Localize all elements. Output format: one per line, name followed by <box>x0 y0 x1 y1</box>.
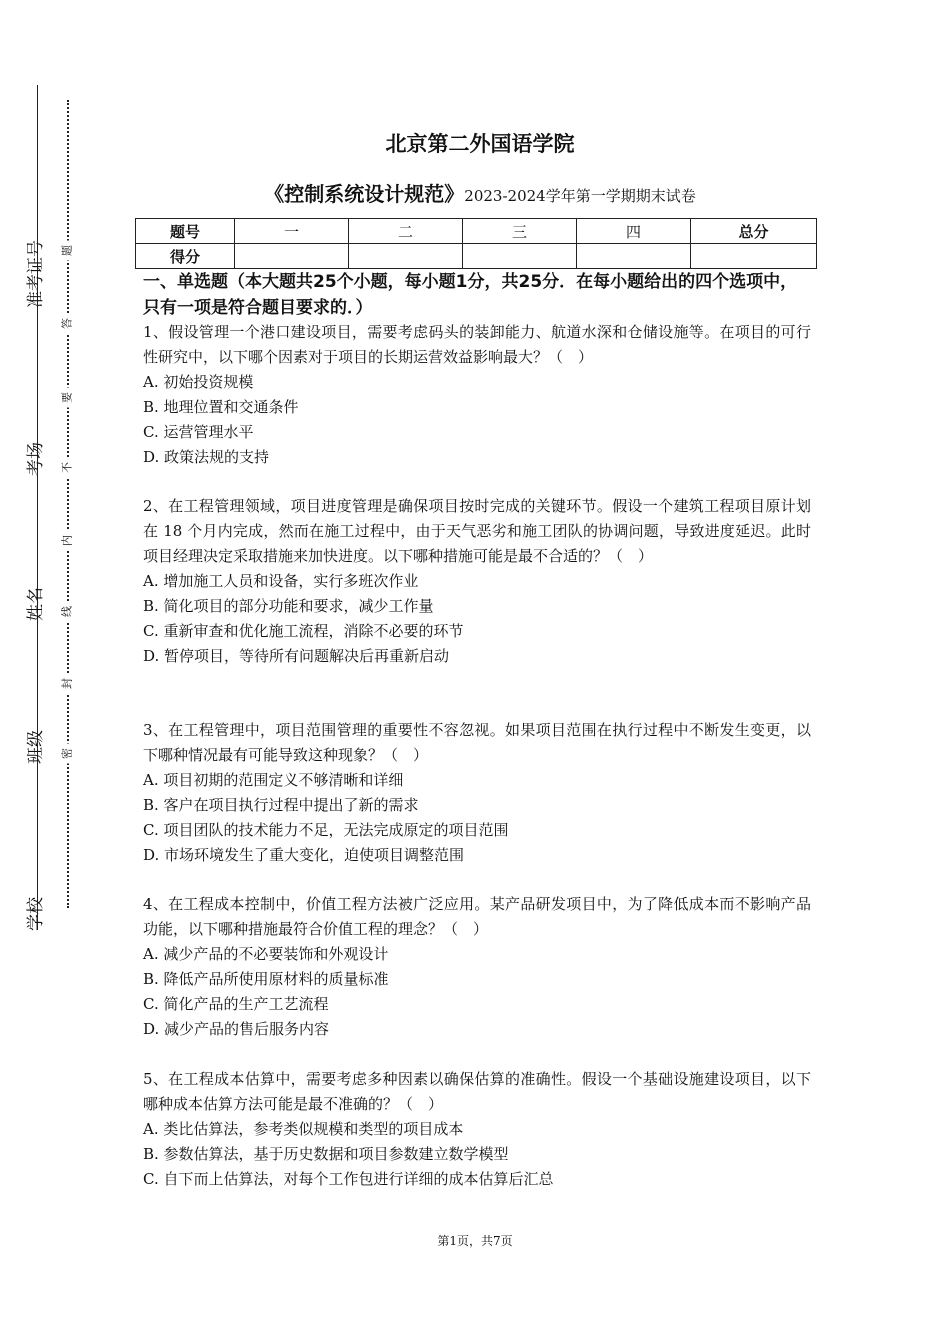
score-cell <box>691 244 817 269</box>
question-2 <box>143 494 811 669</box>
score-cell <box>577 244 691 269</box>
school-name: 北京第二外国语学院 <box>385 132 575 156</box>
score-cell <box>349 244 463 269</box>
option-b: B. 客户在项目执行过程中提出了新的需求 <box>143 796 419 814</box>
option-a: A. 项目初期的范围定义不够清晰和详细 <box>143 771 404 789</box>
margin-label-school: 学校 <box>26 897 46 931</box>
option-d: D. 政策法规的支持 <box>143 448 270 466</box>
score-table <box>135 218 817 269</box>
question-4 <box>143 892 811 1042</box>
option-a: A. 初始投资规模 <box>143 373 254 391</box>
seal-char: 答 <box>62 314 73 334</box>
question-3 <box>143 718 811 868</box>
score-header-cell: 四 <box>577 219 691 244</box>
option-a: A. 增加施工人员和设备，实行多班次作业 <box>143 572 419 590</box>
margin-label-class: 班级 <box>26 730 46 764</box>
question-stem: 1、假设管理一个港口建设项目，需要考虑码头的装卸能力、航道水深和仓储设施等。在项目的可行性研究中，以下哪个因素对于项目的长期运营效益影响最大？（ ） <box>143 323 811 366</box>
binding-solid-line <box>37 85 38 930</box>
option-c: C. 运营管理水平 <box>143 423 254 441</box>
binding-margin <box>0 0 80 1344</box>
score-header-cell: 二 <box>349 219 463 244</box>
seal-dotted-line <box>67 100 69 908</box>
score-header-cell: 总分 <box>691 219 817 244</box>
page-footer: 第1页，共7页 <box>437 1234 513 1248</box>
score-header-cell: 三 <box>463 219 577 244</box>
term-label: 2023-2024学年第一学期期末试卷 <box>464 187 696 205</box>
question-stem: 4、在工程成本控制中，价值工程方法被广泛应用。某产品研发项目中，为了降低成本而不影响产品功能，以下哪种措施最符合价值工程的理念？（ ） <box>143 895 811 938</box>
seal-char: 不 <box>62 458 73 478</box>
score-table-score-row <box>136 244 817 269</box>
option-b: B. 简化项目的部分功能和要求，减少工作量 <box>143 597 434 615</box>
option-b: B. 地理位置和交通条件 <box>143 398 299 416</box>
option-a: A. 类比估算法，参考类似规模和类型的项目成本 <box>143 1120 464 1138</box>
margin-label-name: 姓名 <box>26 587 46 621</box>
seal-char: 封 <box>62 674 73 694</box>
score-header-cell: 一 <box>235 219 349 244</box>
seal-char: 要 <box>62 388 73 408</box>
margin-label-exam-room: 考场 <box>26 442 46 476</box>
option-b: B. 降低产品所使用原材料的质量标准 <box>143 970 389 988</box>
seal-char: 密 <box>62 744 73 764</box>
margin-label-exam-number: 准考证号 <box>26 240 46 308</box>
question-stem: 3、在工程管理中，项目范围管理的重要性不容忽视。如果项目范围在执行过程中不断发生变更，以下哪种情况最有可能导致这种现象？（ ） <box>143 721 811 764</box>
score-header-cell: 题号 <box>136 219 235 244</box>
option-d: D. 暂停项目，等待所有问题解决后再重新启动 <box>143 647 450 665</box>
seal-char: 题 <box>62 241 73 261</box>
score-table-header-row <box>136 219 817 244</box>
course-name: 《控制系统设计规范》 <box>264 182 465 206</box>
question-1 <box>143 320 811 470</box>
option-c: C. 简化产品的生产工艺流程 <box>143 995 329 1013</box>
question-5 <box>143 1067 811 1192</box>
option-d: D. 减少产品的售后服务内容 <box>143 1020 330 1038</box>
option-c: C. 自下而上估算法，对每个工作包进行详细的成本估算后汇总 <box>143 1170 554 1188</box>
score-cell <box>463 244 577 269</box>
section-heading: 一、单选题（本大题共25个小题，每小题1分，共25分．在每小题给出的四个选项中，只有一项是符合题目要求的．） <box>143 272 798 318</box>
question-stem: 2、在工程管理领域，项目进度管理是确保项目按时完成的关键环节。假设一个建筑工程项目原计划在 18 个月内完成，然而在施工过程中，由于天气恶劣和施工团队的协调问题，导致进度延迟。此时项目经理决定采取措施来加快进度。以下哪种措施可能是最不合适的？（ ） <box>143 497 811 565</box>
option-a: A. 减少产品的不必要装饰和外观设计 <box>143 945 389 963</box>
score-row-label: 得分 <box>136 244 235 269</box>
exam-title <box>143 178 817 207</box>
question-stem: 5、在工程成本估算中，需要考虑多种因素以确保估算的准确性。假设一个基础设施建设项目，以下哪种成本估算方法可能是最不准确的？（ ） <box>143 1070 811 1113</box>
seal-char: 内 <box>62 531 73 551</box>
option-b: B. 参数估算法，基于历史数据和项目参数建立数学模型 <box>143 1145 509 1163</box>
option-c: C. 项目团队的技术能力不足，无法完成原定的项目范围 <box>143 821 509 839</box>
option-d: D. 市场环境发生了重大变化，迫使项目调整范围 <box>143 846 465 864</box>
score-cell <box>235 244 349 269</box>
seal-char: 线 <box>62 602 73 622</box>
option-c: C. 重新审查和优化施工流程，消除不必要的环节 <box>143 622 464 640</box>
